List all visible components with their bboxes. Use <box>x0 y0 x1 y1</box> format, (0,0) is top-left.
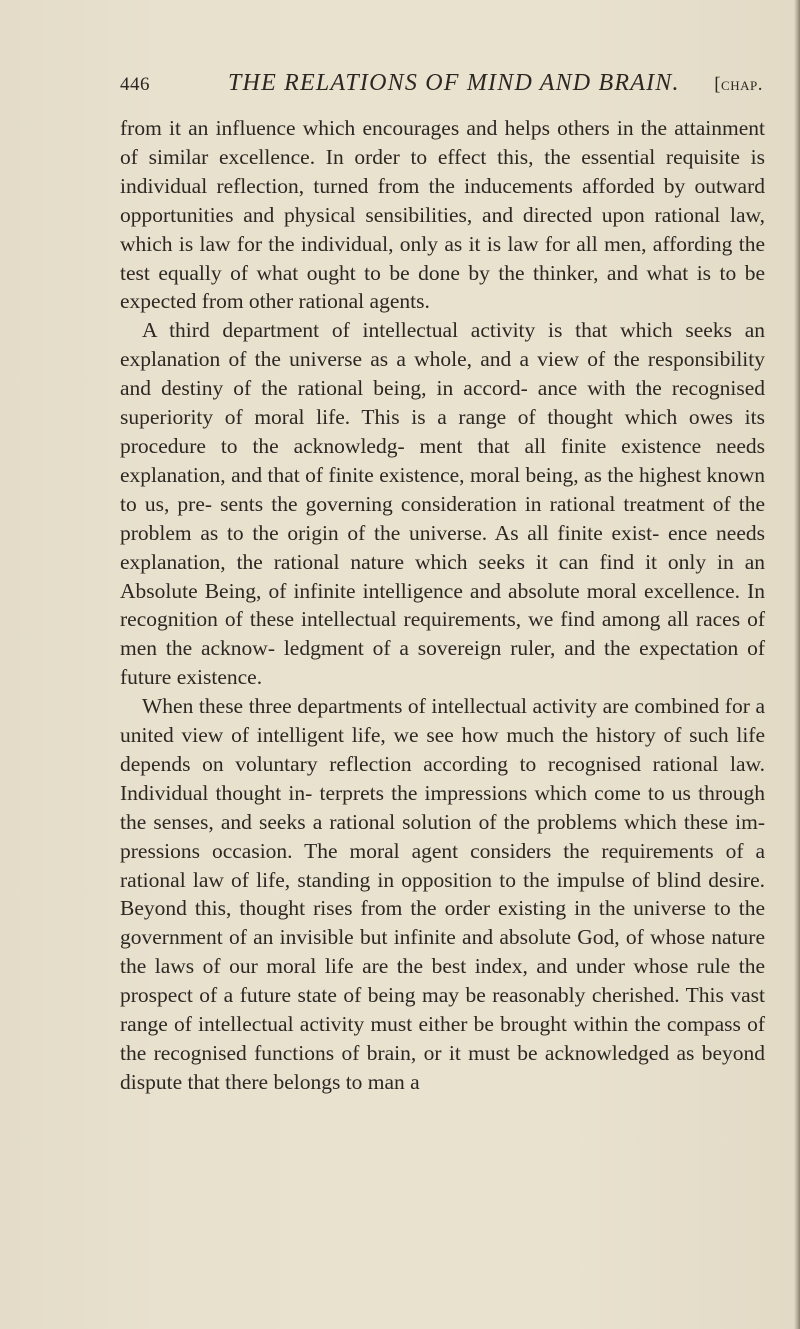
paragraph-third-department: A third department of intellectual activity is that which seeks an explanation of the universe as a whole, and a view of the responsibility and destiny of the rational being, in accord- ance with the recognised superiority of moral life. This is a range of thought which owes its procedure to the acknowledg- ment that all finite existence needs explanation, and that of finite existence, moral being, as the highest known to us, pre- sents the governing consideration in rational treatment of the problem as to the origin of the universe. As all finite exist- ence needs explanation, the rational nature which seeks it can find it only in an Absolute Being, of infinite intelligence and absolute moral excellence. In recognition of these intellectual requirements, we find among all races of men the acknow- ledgment of a sovereign ruler, and the expectation of future existence. <box>120 318 765 690</box>
page-edge-shadow <box>794 0 800 1329</box>
running-title: THE RELATIONS OF MIND AND BRAIN. <box>228 70 680 96</box>
paragraph-combined-departments: When these three departments of intellectual activity are combined for a united view of intelligent life, we see how much the history of such life depends on voluntary reflection according to recognised rational law. Individual thought in- terprets the impressions which come to us through the senses, and seeks a rational solution of the problems which these im- pressions occasion. The moral agent considers the requirements of a rational law of life, standing in opposition to the impulse of blind desire. Beyond this, thought rises from the order existing in the universe to the government of an invisible but infinite and absolute God, of whose nature the laws of our moral life are the best index, and under whose rule the prospect of a future state of being may be reasonably cherished. This vast range of intellectual activity must either be brought within the compass of the recognised functions of brain, or it must be acknowledged as beyond dispute that there belongs to man a <box>120 694 765 1094</box>
body-text <box>120 114 765 1097</box>
page-number: 446 <box>120 74 150 95</box>
paragraph-continued: from it an influence which encourages and helps others in the attainment of similar excellence. In order to effect this, the essential requisite is individual reflection, turned from the inducements afforded by outward opportunities and physical sensibilities, and directed upon rational law, which is law for the individual, only as it is law for all men, affording the test equally of what ought to be done by the thinker, and what is to be expected from other rational agents. <box>120 116 765 314</box>
running-head <box>120 70 763 106</box>
chapter-marker: [chap. <box>714 74 763 95</box>
